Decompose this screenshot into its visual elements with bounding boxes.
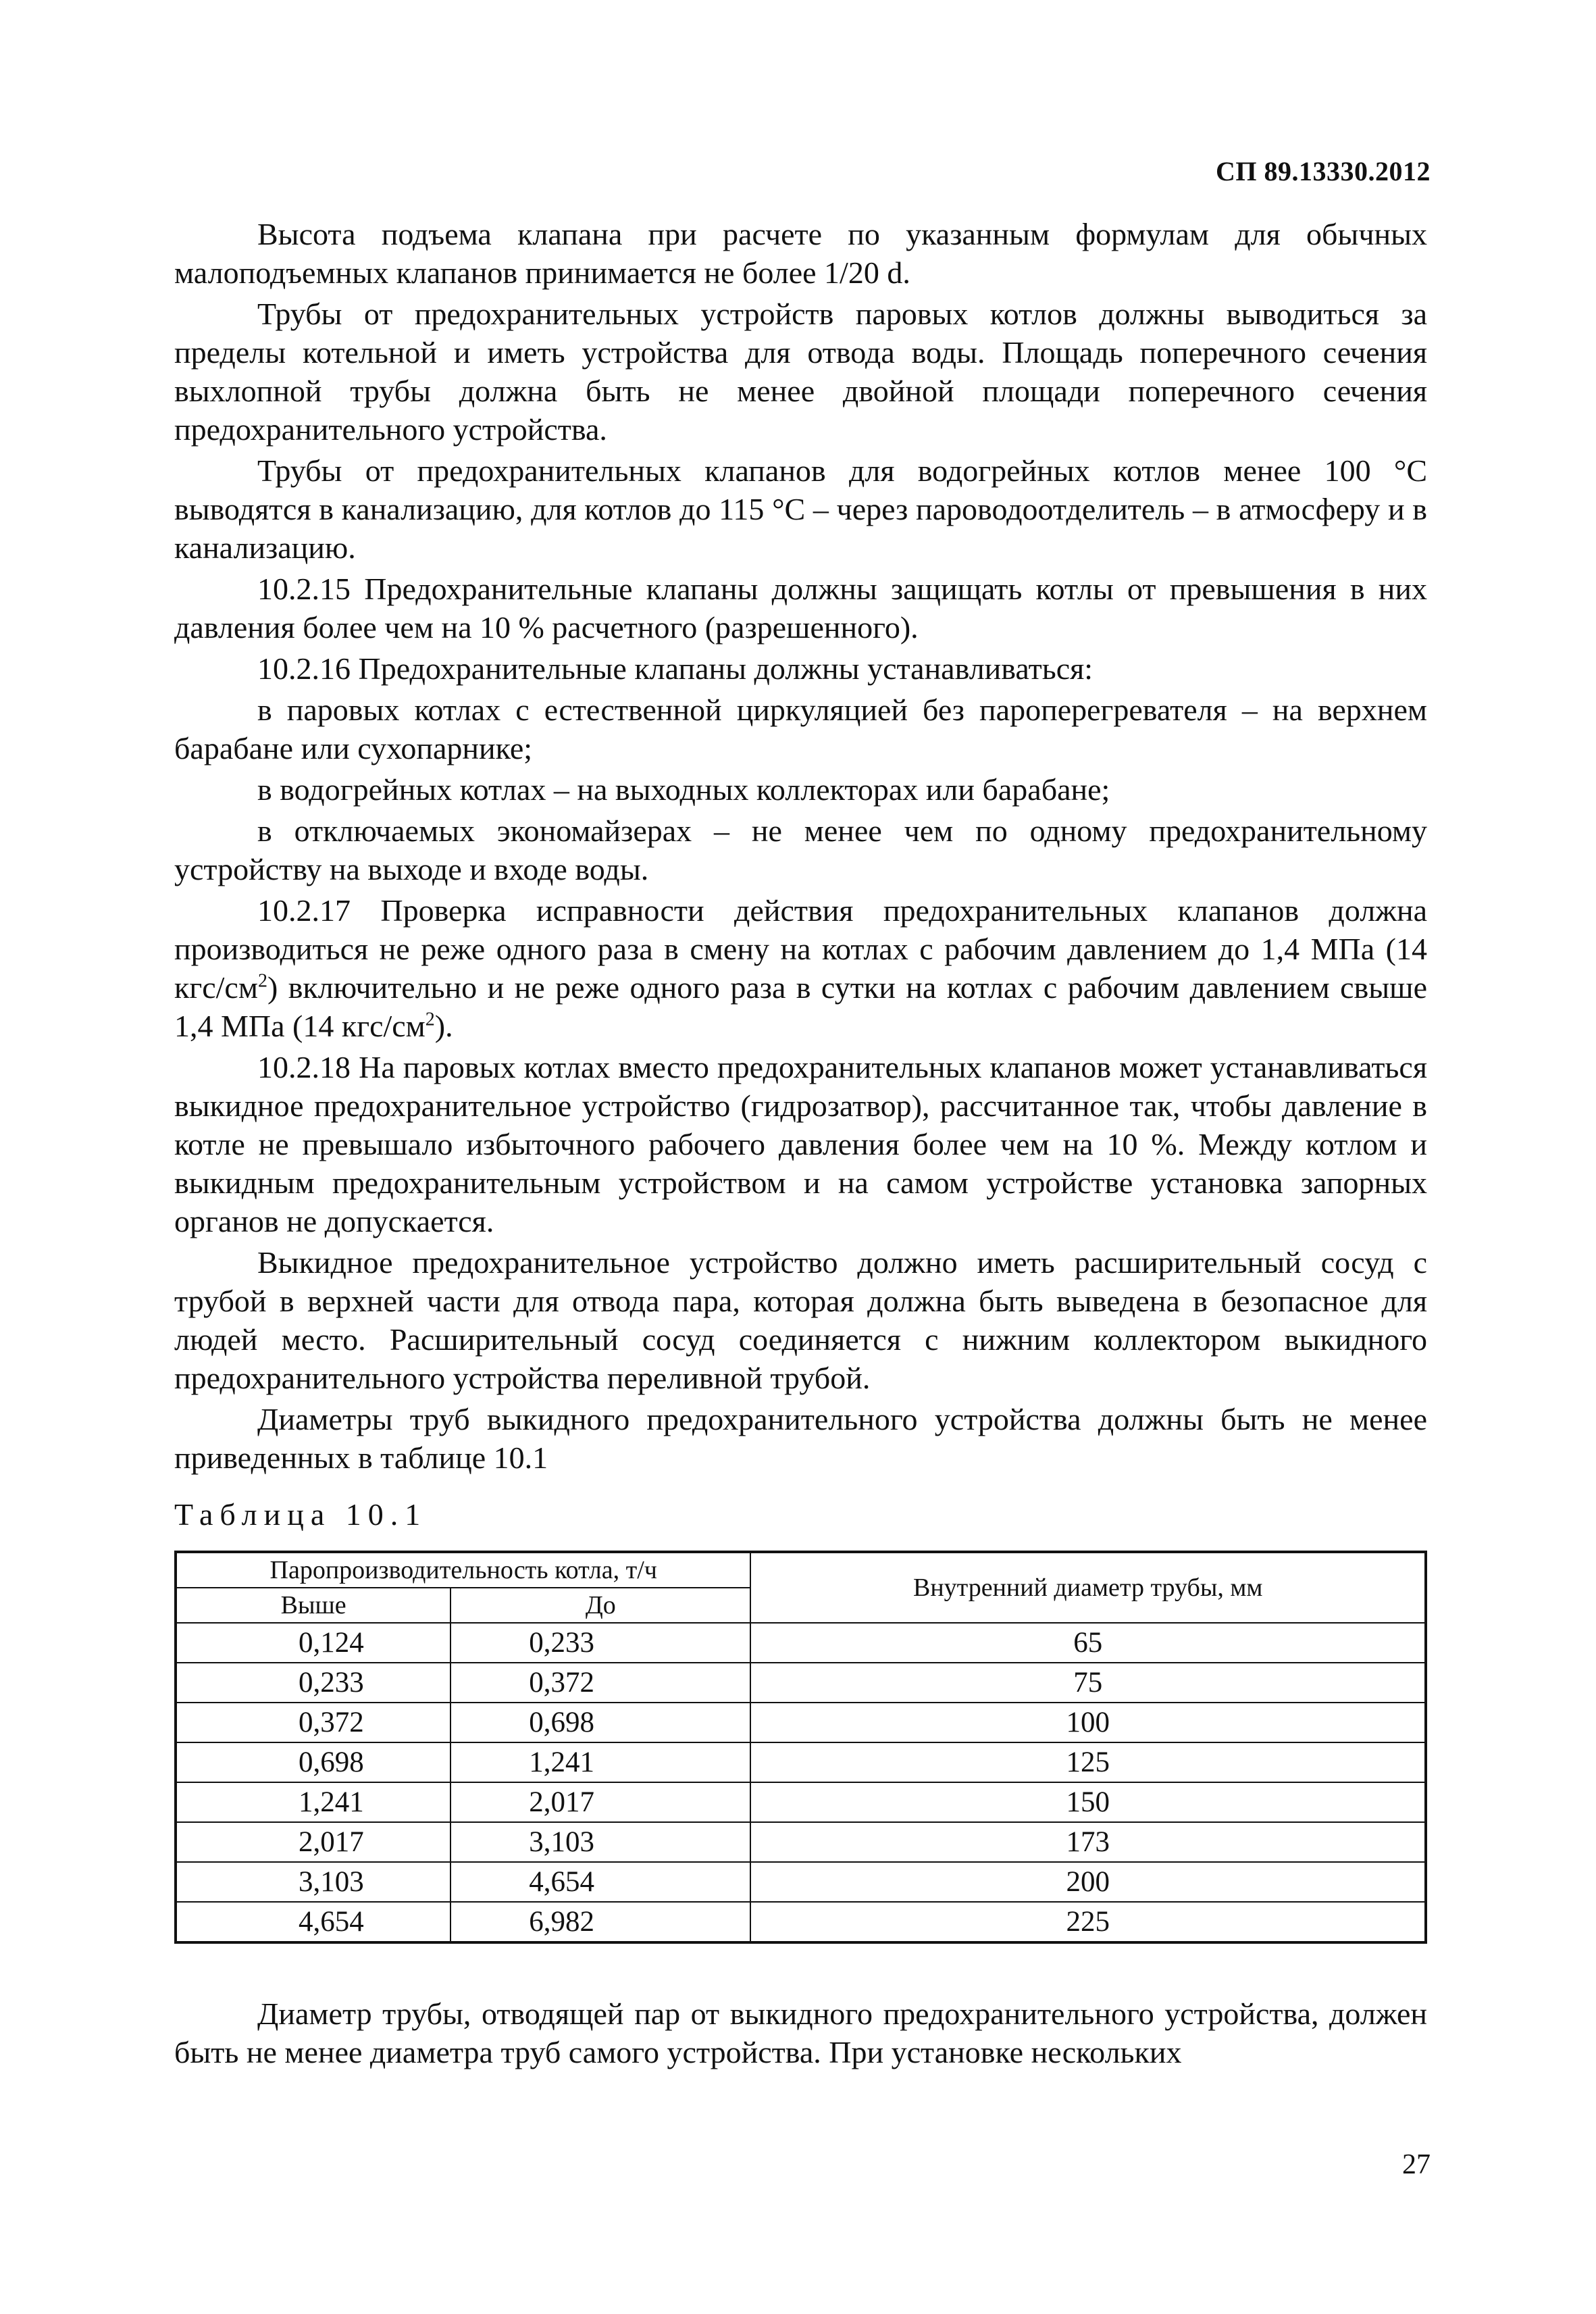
cell-to: 2,017: [451, 1782, 750, 1822]
paragraph-expansion-vessel: Выкидное предохранительное устройство должно иметь расширительный сосуд с трубой в верхней части для отвода пара, которая должна быть выведена в безопасное для людей место. Расширительный сосуд соединяется с нижним коллектором выкидного предохранительного устройства переливной трубой.: [174, 1245, 1427, 1395]
cell-diameter: 225: [750, 1902, 1426, 1942]
cell-diameter: 173: [750, 1822, 1426, 1862]
paragraph-steam-boilers-item: в паровых котлах с естественной циркуляцией без пароперегревателя – на верхнем барабане или сухопарнике;: [174, 693, 1427, 765]
superscript-2: 2: [425, 1009, 435, 1030]
paragraph-10-2-17-part3: ).: [434, 1009, 453, 1043]
paragraph-water-boiler-pipes: Трубы от предохранительных клапанов для водогрейных котлов менее 100 °С выводятся в канализацию, для котлов до 115 °С – через пароводоотделитель – в атмосферу и в канализацию.: [174, 453, 1427, 565]
paragraph-10-2-18: 10.2.18 На паровых котлах вместо предохранительных клапанов может устанавливаться выкидное предохранительное устройство (гидрозатвор), рассчитанное так, чтобы давление в котле не превышало избыточного рабочего давления более чем на 10 %. Между котлом и выкидным предохранительным устройством и на самом устройстве установка запорных органов не допускается.: [174, 1050, 1427, 1238]
cell-above: 2,017: [176, 1822, 451, 1862]
header-above: Выше: [176, 1588, 451, 1623]
paragraph-10-2-17-part1: 10.2.17 Проверка исправности действия предохранительных клапанов должна производиться не реже одного раза в смену на котлах с рабочим давлением до 1,4 МПа (14 кгс/см: [174, 893, 1427, 1005]
cell-to: 0,233: [451, 1623, 750, 1663]
table-row: [176, 1902, 1426, 1942]
table-10-1: [174, 1551, 1427, 1944]
table-row: [176, 1703, 1426, 1742]
cell-diameter: 65: [750, 1623, 1426, 1663]
paragraph-water-boilers-item: в водогрейных котлах – на выходных коллекторах или барабане;: [257, 772, 1110, 807]
cell-to: 0,372: [451, 1663, 750, 1703]
document-code: СП 89.13330.2012: [1216, 156, 1431, 186]
cell-diameter: 100: [750, 1703, 1426, 1742]
table-row: [176, 1862, 1426, 1902]
header-steam-capacity: Паропроизводительность котла, т/ч: [176, 1552, 750, 1588]
paragraph-pipe-diameters: Диаметры труб выкидного предохранительного устройства должны быть не менее приведенных в таблице 10.1: [174, 1402, 1427, 1475]
table-row: [176, 1623, 1426, 1663]
table-caption: Таблица 10.1: [174, 1497, 428, 1532]
cell-diameter: 125: [750, 1742, 1426, 1782]
cell-above: 0,124: [176, 1623, 451, 1663]
paragraph-outlet-pipe-diameter: Диаметр трубы, отводящей пар от выкидного предохранительного устройства, должен быть не менее диаметра труб самого устройства. При установке нескольких: [174, 1996, 1427, 2069]
paragraph-10-2-17: [174, 891, 1427, 1045]
cell-to: 3,103: [451, 1822, 750, 1862]
paragraph-valve-lift: Высота подъема клапана при расчете по указанным формулам для обычных малоподъемных клапанов принимается не более 1/20 d.: [174, 217, 1427, 290]
cell-diameter: 200: [750, 1862, 1426, 1902]
cell-above: 0,372: [176, 1703, 451, 1742]
cell-above: 1,241: [176, 1782, 451, 1822]
superscript-2: 2: [257, 970, 267, 992]
table-row: [176, 1663, 1426, 1703]
paragraph-economizers-item: в отключаемых экономайзерах – не менее чем по одному предохранительному устройству на выходе и входе воды.: [174, 813, 1427, 886]
cell-diameter: 75: [750, 1663, 1426, 1703]
table-row: [176, 1822, 1426, 1862]
cell-above: 3,103: [176, 1862, 451, 1902]
cell-above: 0,233: [176, 1663, 451, 1703]
pipe-diameter-table: [174, 1551, 1427, 1944]
paragraph-steam-boiler-pipes: Трубы от предохранительных устройств паровых котлов должны выводиться за пределы котельной и иметь устройства для отвода воды. Площадь поперечного сечения выхлопной трубы должна быть не менее двойной площади поперечного сечения предохранительного устройства.: [174, 297, 1427, 447]
cell-to: 4,654: [451, 1862, 750, 1902]
cell-to: 0,698: [451, 1703, 750, 1742]
text-after-table: [174, 1994, 1427, 2074]
table-row: [176, 1742, 1426, 1782]
paragraph-10-2-17-part2: ) включительно и не реже одного раза в сутки на котлах с рабочим давлением свыше 1,4 МПа (14 кгс/см: [174, 970, 1427, 1043]
page-number: 27: [1402, 2149, 1431, 2180]
document-body: [174, 215, 1427, 1480]
paragraph-10-2-16: 10.2.16 Предохранительные клапаны должны устанавливаться:: [257, 651, 1093, 686]
paragraph-10-2-15: 10.2.15 Предохранительные клапаны должны защищать котлы от превышения в них давления более чем на 10 % расчетного (разрешенного).: [174, 572, 1427, 645]
cell-diameter: 150: [750, 1782, 1426, 1822]
cell-above: 4,654: [176, 1902, 451, 1942]
header-inner-diameter: Внутренний диаметр трубы, мм: [750, 1552, 1426, 1623]
cell-to: 6,982: [451, 1902, 750, 1942]
header-to: До: [451, 1588, 750, 1623]
cell-to: 1,241: [451, 1742, 750, 1782]
table-row: [176, 1782, 1426, 1822]
cell-above: 0,698: [176, 1742, 451, 1782]
